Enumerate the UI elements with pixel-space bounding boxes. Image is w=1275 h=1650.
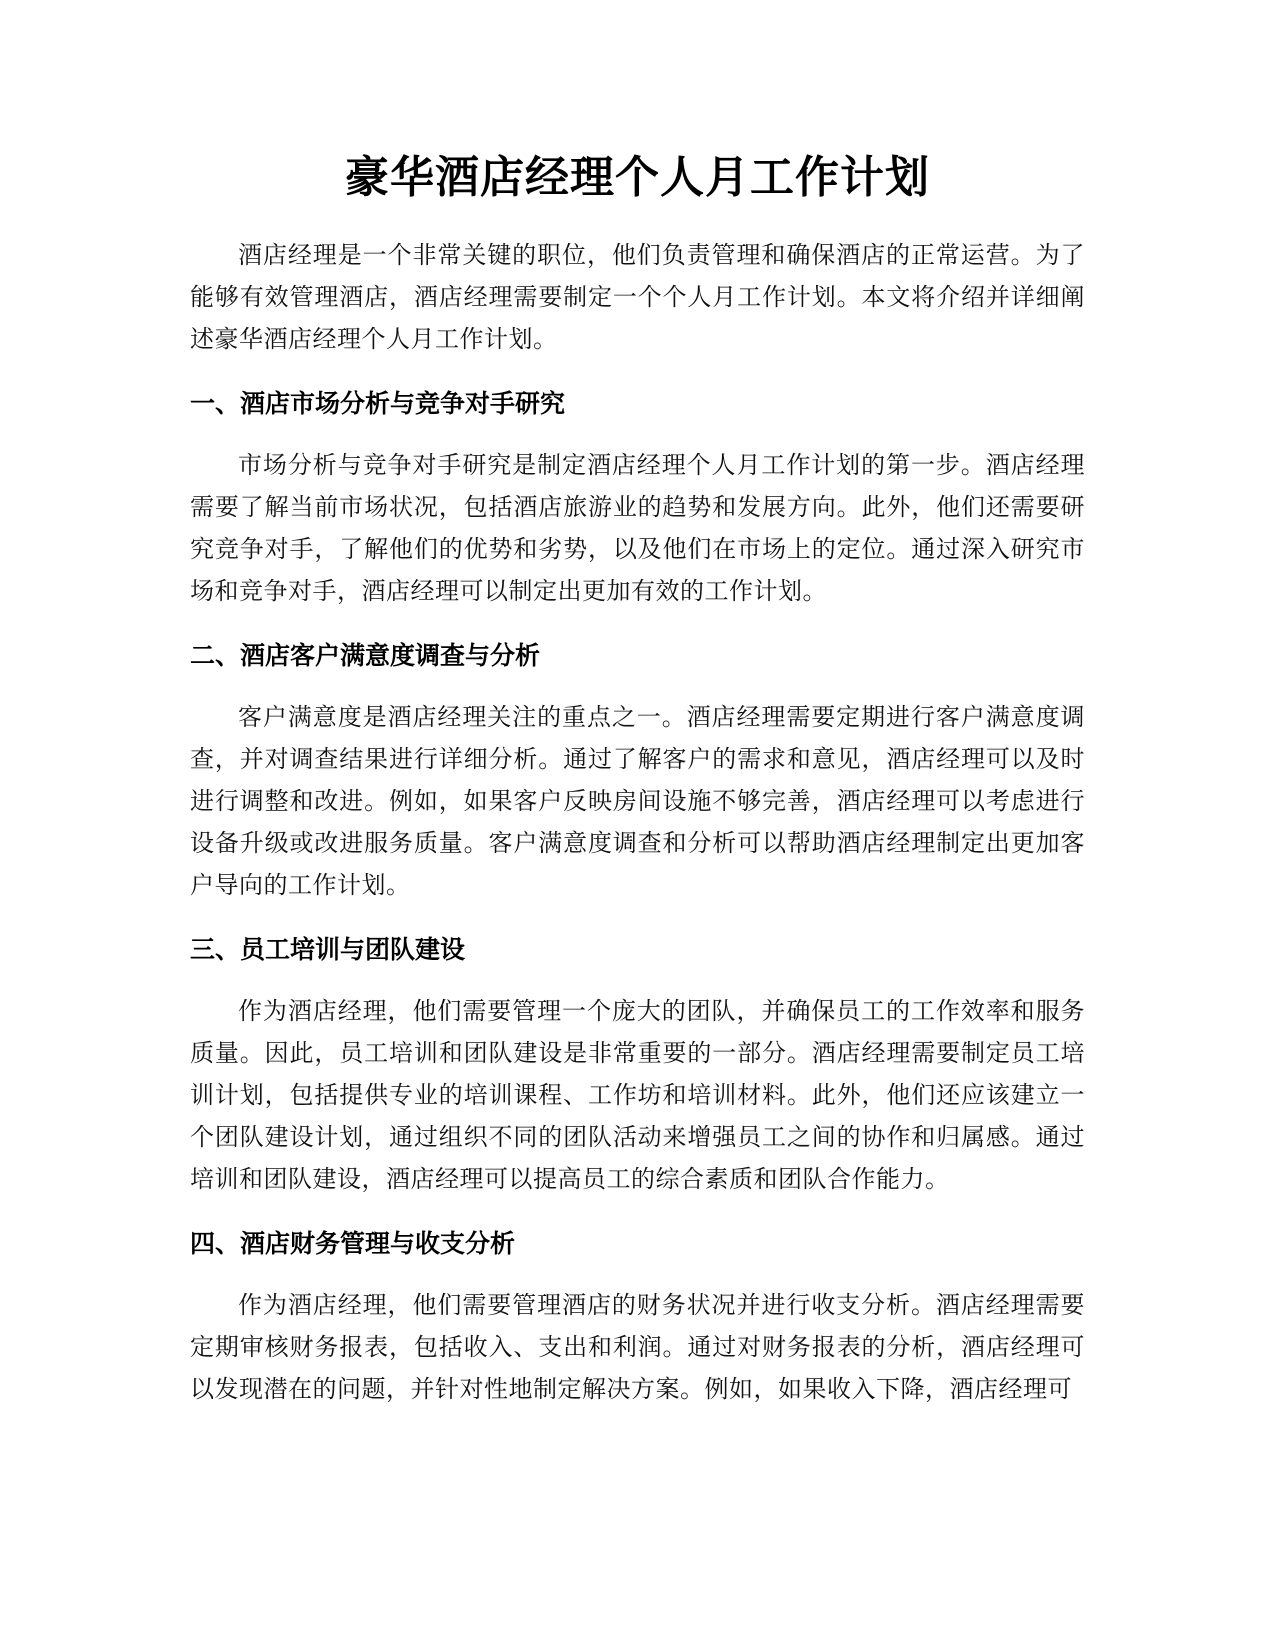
- section-heading: 三、员工培训与团队建设: [190, 935, 466, 964]
- section-financial-management: [190, 1224, 1085, 1410]
- section-body: 作为酒店经理，他们需要管理一个庞大的团队，并确保员工的工作效率和服务质量。因此，员工培训和团队建设是非常重要的一部分。酒店经理需要制定员工培训计划，包括提供专业的培训课程、工作坊和培训材料。此外，他们还应该建立一个团队建设计划，通过组织不同的团队活动来增强员工之间的协作和归属感。通过培训和团队建设，酒店经理可以提高员工的综合素质和团队合作能力。: [190, 997, 1085, 1193]
- intro-paragraph: 酒店经理是一个非常关键的职位，他们负责管理和确保酒店的正常运营。为了能够有效管理酒店，酒店经理需要制定一个个人月工作计划。本文将介绍并详细阐述豪华酒店经理个人月工作计划。: [190, 241, 1085, 353]
- section-staff-training: [190, 930, 1085, 1200]
- section-heading: 四、酒店财务管理与收支分析: [190, 1229, 516, 1258]
- section-body: 客户满意度是酒店经理关注的重点之一。酒店经理需要定期进行客户满意度调查，并对调查结果进行详细分析。通过了解客户的需求和意见，酒店经理可以及时进行调整和改进。例如，如果客户反映房间设施不够完善，酒店经理可以考虑进行设备升级或改进服务质量。客户满意度调查和分析可以帮助酒店经理制定出更加客户导向的工作计划。: [190, 703, 1085, 899]
- section-customer-satisfaction: [190, 636, 1085, 906]
- document-title: 豪华酒店经理个人月工作计划: [345, 152, 930, 203]
- section-heading: 一、酒店市场分析与竞争对手研究: [190, 389, 566, 418]
- section-body: 作为酒店经理，他们需要管理酒店的财务状况并进行收支分析。酒店经理需要定期审核财务报表，包括收入、支出和利润。通过对财务报表的分析，酒店经理可以发现潜在的问题，并针对性地制定解决方案。例如，如果收入下降，酒店经理可: [190, 1291, 1085, 1403]
- section-body: 市场分析与竞争对手研究是制定酒店经理个人月工作计划的第一步。酒店经理需要了解当前市场状况，包括酒店旅游业的趋势和发展方向。此外，他们还需要研究竞争对手，了解他们的优势和劣势，以及他们在市场上的定位。通过深入研究市场和竞争对手，酒店经理可以制定出更加有效的工作计划。: [190, 451, 1085, 605]
- section-market-analysis: [190, 384, 1085, 612]
- section-heading: 二、酒店客户满意度调查与分析: [190, 641, 541, 670]
